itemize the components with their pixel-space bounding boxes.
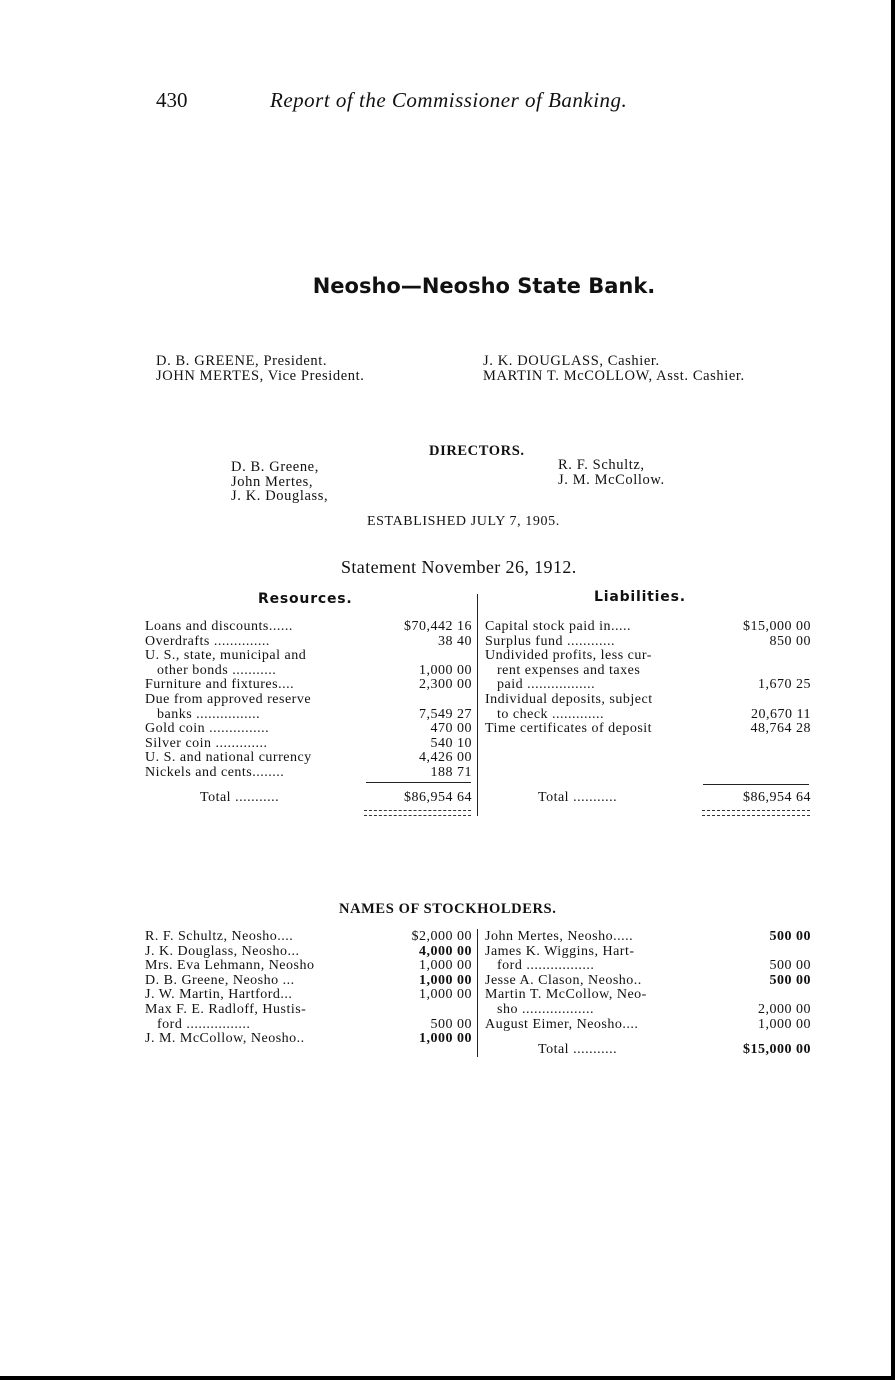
resources-double-rule: [364, 810, 471, 816]
liability-row: [485, 635, 811, 650]
stockholder-row-label: J. K. Douglass, Neosho...: [145, 943, 300, 959]
resource-row-amount: 4,426 00: [419, 750, 472, 766]
resource-row: [145, 664, 472, 679]
stockholder-row-label: Max F. E. Radloff, Hustis-: [145, 1001, 307, 1017]
liability-row: [485, 649, 811, 664]
stockholder-row-amount: 2,000 00: [758, 1001, 811, 1017]
liability-row-label: Capital stock paid in.....: [485, 619, 631, 634]
stockholder-row: [485, 1018, 811, 1033]
resources-total-label: Total ...........: [200, 790, 280, 805]
stockholders-total-amount: $15,000 00: [743, 1042, 811, 1057]
stockholder-row: [145, 945, 472, 960]
resource-row-label: Due from approved reserve: [145, 691, 312, 707]
established-date: ESTABLISHED JULY 7, 1905.: [367, 514, 560, 529]
page-number: 430: [156, 88, 188, 112]
liabilities-sum-rule: [703, 784, 809, 785]
stockholder-row-label: ford .................: [485, 958, 595, 974]
liability-row-amount: $15,000 00: [743, 619, 811, 634]
stockholder-row: [485, 930, 811, 945]
officer-vice-president: JOHN MERTES, Vice President.: [156, 368, 365, 384]
stockholder-row-label: D. B. Greene, Neosho ...: [145, 972, 295, 988]
resource-row-label: Gold coin ...............: [145, 721, 270, 737]
stockholder-row: [145, 1032, 472, 1047]
resource-row-label: Furniture and fixtures....: [145, 677, 295, 693]
running-title: Report of the Commissioner of Banking.: [270, 88, 628, 112]
column-divider: [477, 594, 478, 816]
liability-row: [485, 664, 811, 679]
liabilities-total-row: [485, 791, 811, 806]
stockholder-row-label: Jesse A. Clason, Neosho..: [485, 972, 642, 988]
officer-asst-cashier: MARTIN T. McCOLLOW, Asst. Cashier.: [483, 368, 745, 384]
resource-row-amount: $70,442 16: [404, 619, 472, 634]
statement-date: Statement November 26, 1912.: [341, 557, 577, 577]
resource-row: [145, 766, 472, 781]
stockholder-row-label: Mrs. Eva Lehmann, Neosho: [145, 958, 315, 974]
liabilities-table: [485, 620, 811, 737]
resource-row: [145, 620, 472, 635]
resource-row-amount: 2,300 00: [419, 677, 472, 693]
stockholder-row-amount: 1,000 00: [758, 1016, 811, 1032]
resource-row-amount: 1,000 00: [419, 662, 472, 678]
resource-row-amount: 470 00: [430, 721, 472, 737]
stockholders-total-row: [485, 1043, 811, 1058]
stockholder-row-amount: 1,000 00: [419, 958, 472, 974]
liability-row: [485, 620, 811, 635]
stockholder-row-label: John Mertes, Neosho.....: [485, 929, 634, 944]
liability-row: [485, 693, 811, 708]
stockholder-row-amount: 1,000 00: [419, 987, 472, 1003]
stockholder-row: [145, 988, 472, 1003]
liability-row-label: to check .............: [485, 706, 605, 722]
liability-row: [485, 678, 811, 693]
liabilities-total-label: Total ...........: [538, 790, 618, 805]
resource-row-amount: 188 71: [430, 764, 472, 780]
stockholder-row: [145, 1018, 472, 1033]
stockholder-row-label: sho ..................: [485, 1001, 594, 1017]
stockholder-row: [145, 1003, 472, 1018]
liability-row-label: paid .................: [485, 677, 596, 693]
liabilities-total-amount: $86,954 64: [743, 790, 811, 805]
liability-row-amount: 1,670 25: [758, 677, 811, 693]
stockholder-row-label: August Eimer, Neosho....: [485, 1016, 639, 1032]
liability-row-label: Surplus fund ............: [485, 633, 615, 649]
stockholder-row: [485, 1003, 811, 1018]
stockholder-row-label: James K. Wiggins, Hart-: [485, 943, 635, 959]
stockholders-total-label: Total ...........: [538, 1042, 618, 1057]
stockholder-row-label: R. F. Schultz, Neosho....: [145, 929, 294, 944]
liabilities-double-rule: [702, 810, 810, 816]
liability-row-label: Individual deposits, subject: [485, 691, 653, 707]
resource-row-amount: 540 10: [430, 735, 472, 751]
stockholder-row: [485, 959, 811, 974]
liabilities-heading: Liabilities.: [594, 589, 686, 605]
stockholders-heading: NAMES OF STOCKHOLDERS.: [339, 901, 557, 917]
directors-left: [231, 460, 328, 504]
stockholder-row-label: J. M. McCollow, Neosho..: [145, 1031, 305, 1047]
resource-row: [145, 693, 472, 708]
stockholder-row-amount: 1,000 00: [419, 1031, 472, 1047]
resource-row-label: Loans and discounts......: [145, 619, 293, 634]
directors-right: [558, 458, 665, 487]
resource-row: [145, 649, 472, 664]
liability-row: [485, 708, 811, 723]
resources-sum-rule: [366, 782, 471, 783]
resources-total-amount: $86,954 64: [404, 790, 472, 805]
director-item: J. M. McCollow.: [558, 471, 665, 488]
officers-right: [483, 354, 745, 384]
resource-row: [145, 678, 472, 693]
officers-left: [156, 354, 365, 384]
stockholder-row-amount: 500 00: [769, 929, 811, 944]
resource-row: [145, 751, 472, 766]
bank-title: Neosho—Neosho State Bank.: [312, 274, 656, 298]
resource-row: [145, 635, 472, 650]
stockholder-row-label: Martin T. McCollow, Neo-: [485, 987, 647, 1003]
stockholders-divider: [477, 929, 478, 1057]
liability-row-amount: 850 00: [769, 633, 811, 649]
resource-row: [145, 737, 472, 752]
resource-row-label: banks ................: [145, 706, 261, 722]
resource-row: [145, 722, 472, 737]
director-item: J. K. Douglass,: [231, 488, 329, 504]
liability-row-amount: 48,764 28: [750, 721, 811, 737]
liability-row-label: rent expenses and taxes: [485, 662, 641, 678]
stockholder-row-amount: 4,000 00: [419, 943, 472, 959]
resource-row-amount: 7,549 27: [419, 706, 472, 722]
stockholder-row: [485, 974, 811, 989]
stockholder-row-amount: $2,000 00: [411, 929, 472, 944]
liability-row-label: Undivided profits, less cur-: [485, 648, 652, 664]
stockholders-right-list: [485, 930, 811, 1032]
resource-row-label: U. S., state, municipal and: [145, 648, 307, 664]
stockholder-row-amount: 500 00: [769, 958, 811, 974]
stockholder-row: [485, 988, 811, 1003]
stockholder-row: [145, 974, 472, 989]
liability-row: [485, 722, 811, 737]
director-item: D. B. Greene,: [231, 459, 319, 475]
resource-row-label: Overdrafts ..............: [145, 633, 270, 649]
director-item: John Mertes,: [231, 473, 314, 490]
stockholder-row: [145, 930, 472, 945]
resource-row-amount: 38 40: [438, 633, 472, 649]
stockholder-row-amount: 500 00: [430, 1016, 472, 1032]
stockholder-row-label: J. W. Martin, Hartford...: [145, 987, 293, 1003]
resource-row-label: other bonds ...........: [145, 662, 277, 678]
stockholder-row-amount: 500 00: [769, 972, 811, 988]
stockholder-row: [485, 945, 811, 960]
resources-heading: Resources.: [258, 591, 353, 607]
liability-row-label: Time certificates of deposit: [485, 721, 653, 737]
resource-row-label: Silver coin .............: [145, 735, 268, 751]
directors-heading: DIRECTORS.: [429, 443, 525, 459]
director-item: R. F. Schultz,: [558, 457, 645, 473]
resource-row: [145, 708, 472, 723]
officer-president: D. B. GREENE, President.: [156, 353, 328, 369]
resources-table: [145, 620, 472, 781]
stockholders-left-list: [145, 930, 472, 1047]
resource-row-label: U. S. and national currency: [145, 750, 312, 766]
stockholder-row-amount: 1,000 00: [419, 972, 472, 988]
resource-row-label: Nickels and cents........: [145, 764, 285, 780]
resources-total-row: [145, 791, 472, 806]
stockholder-row: [145, 959, 472, 974]
stockholder-row-label: ford ................: [145, 1016, 251, 1032]
liability-row-amount: 20,670 11: [751, 706, 811, 722]
officer-cashier: J. K. DOUGLASS, Cashier.: [483, 353, 660, 369]
